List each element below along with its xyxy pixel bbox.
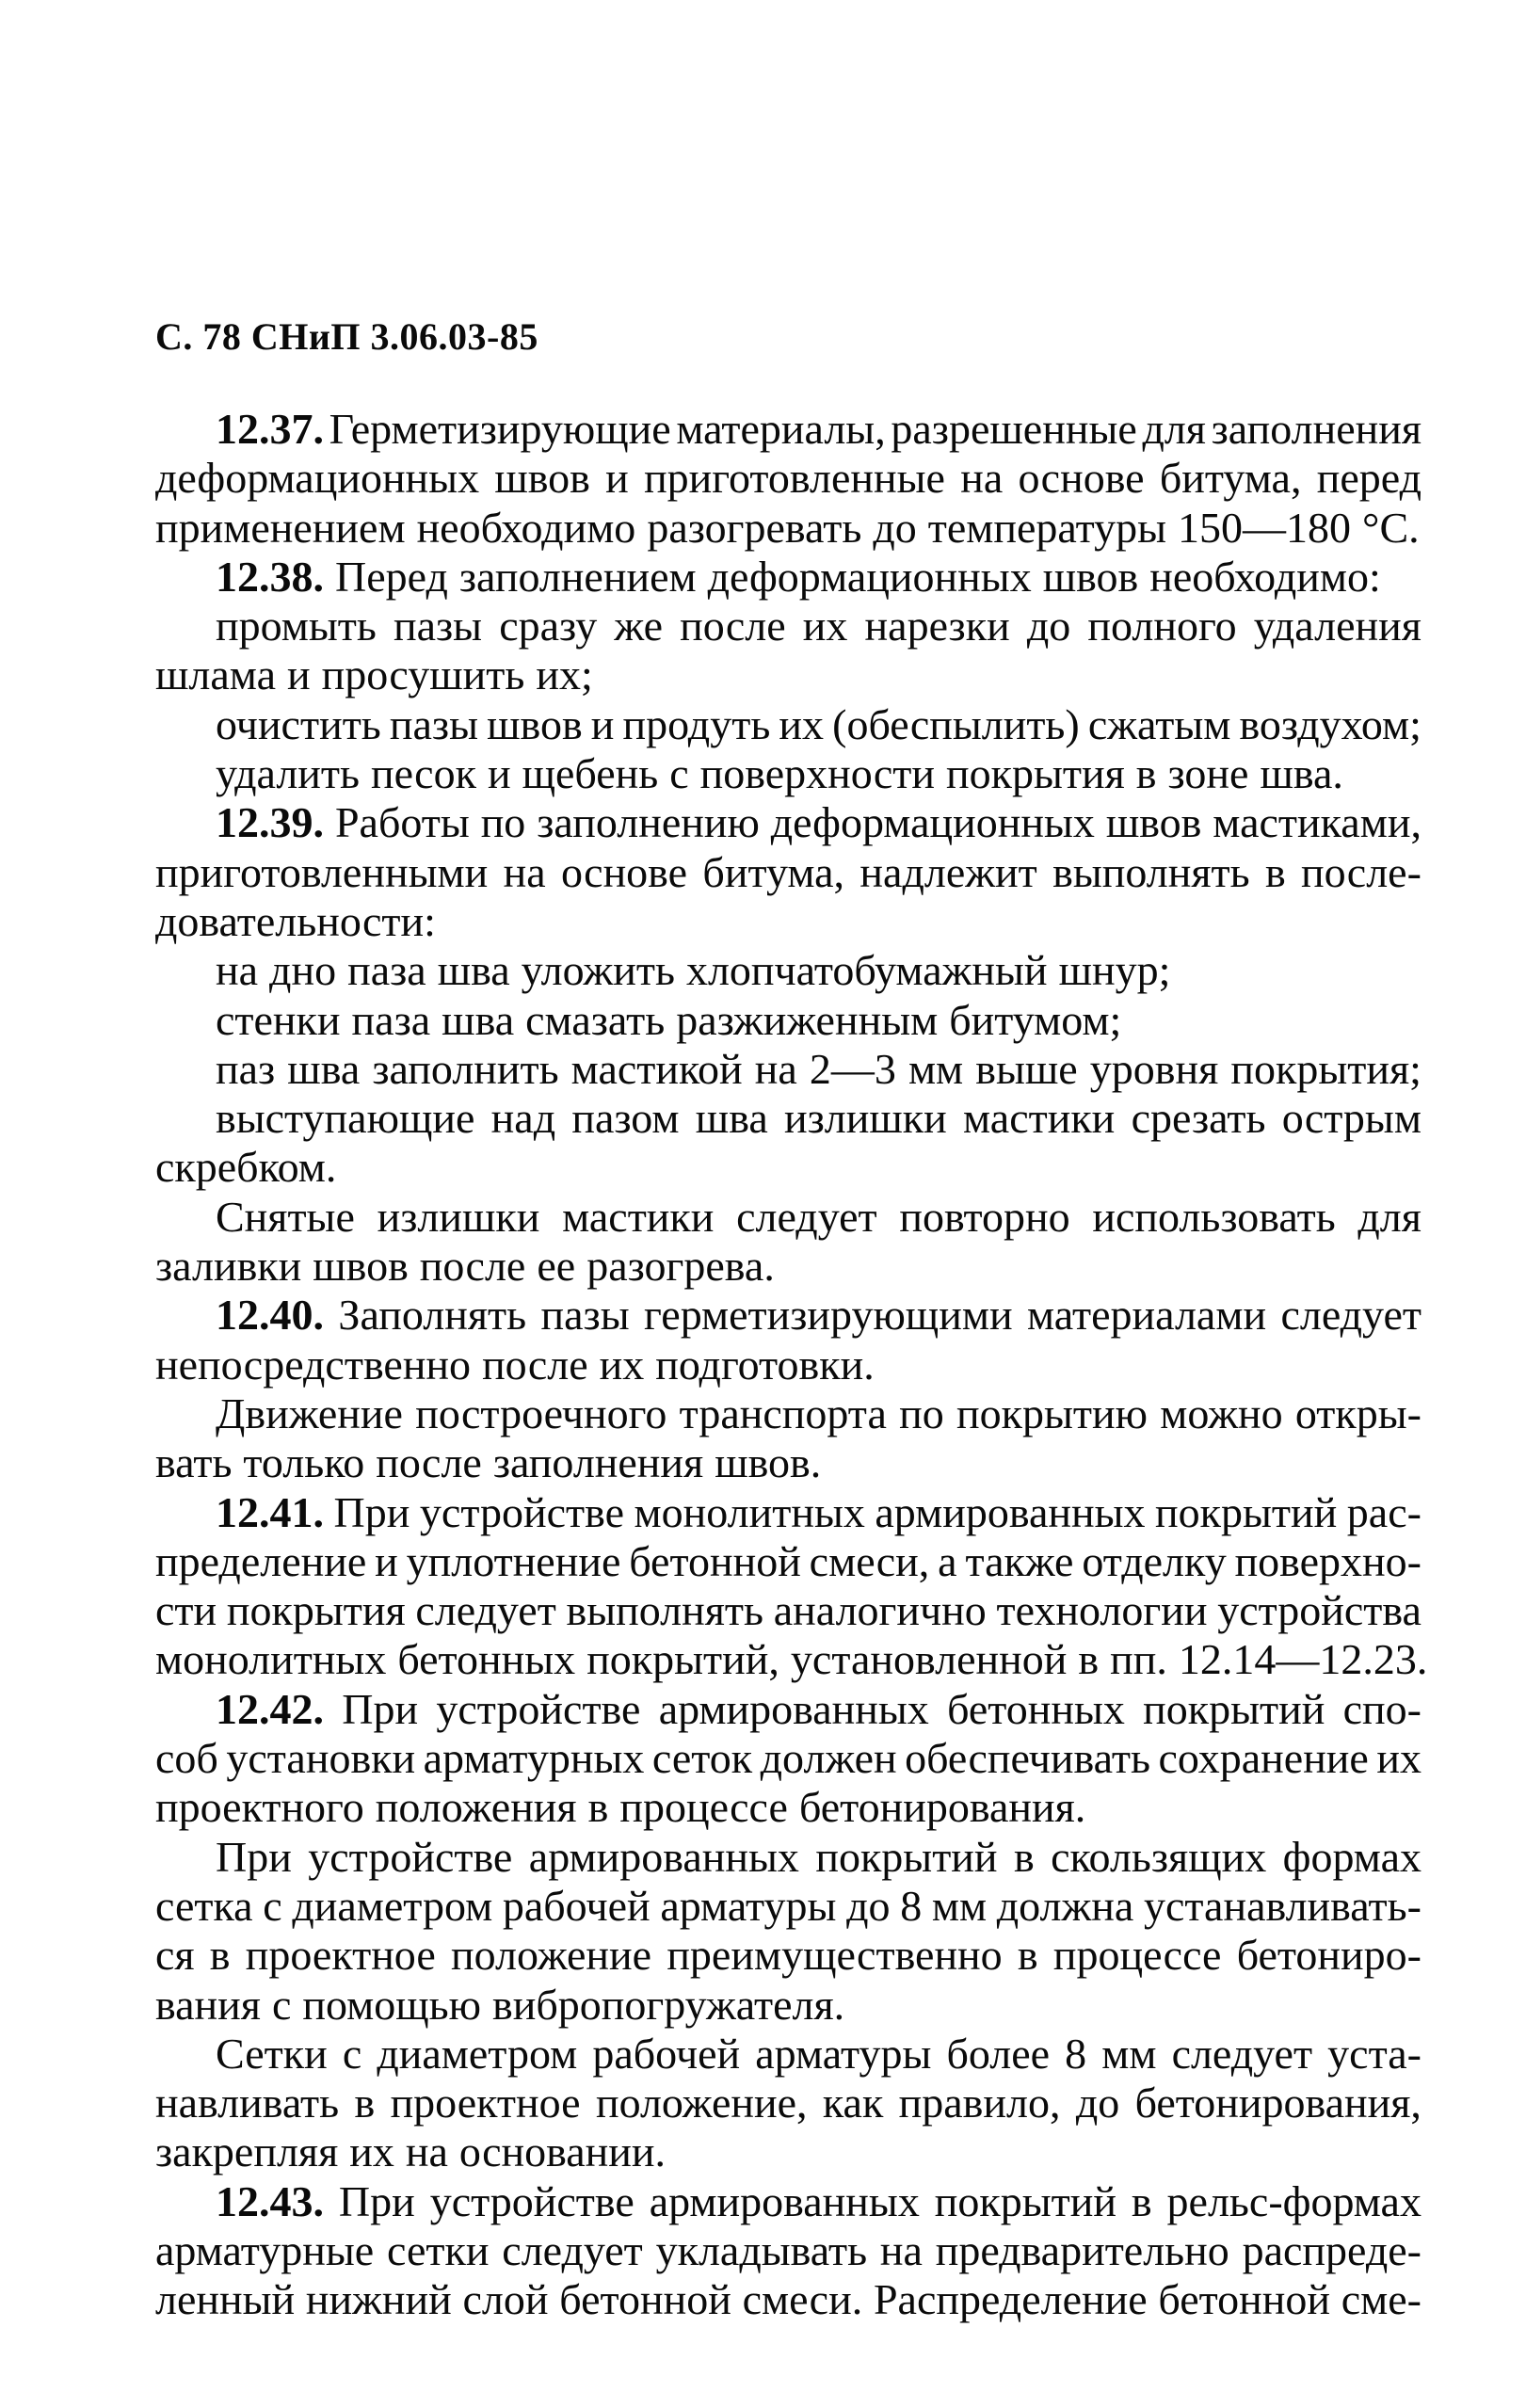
clause-number: 12.39. (216, 798, 324, 847)
text-line: арматурные сетки следует укладывать на предварительно распреде- (155, 2225, 1422, 2274)
text-line: заливки швов после ее разогрева. (155, 1242, 775, 1291)
text-line: ленный нижний слой бетонной смеси. Распределение бетонной сме- (155, 2275, 1422, 2324)
text-line: приготовленными на основе битума, надлежит выполнять в после- (155, 847, 1422, 896)
text-line: сетка с диаметром рабочей арматуры до 8 мм должна устанавливать- (155, 1881, 1422, 1930)
text-line: проектного положения в процессе бетонирования. (155, 1783, 1086, 1832)
clause-number: 12.43. (216, 2176, 324, 2225)
text-line: соб установки арматурных сеток должен обеспечивать сохранение их (155, 1734, 1422, 1783)
clause-number: 12.40. (216, 1291, 324, 1340)
clause-number: 12.37. (216, 405, 324, 453)
text-line: шлама и просушить их; (155, 650, 593, 699)
text-line: Движение построечного транспорта по покрытию можно откры- (216, 1389, 1422, 1437)
text-line: сти покрытия следует выполнять аналогично технологии устройства (155, 1586, 1422, 1635)
text-line: стенки паза шва смазать разжиженным битумом; (216, 995, 1122, 1044)
text-line: Сетки с диаметром рабочей арматуры более 8 мм следует уста- (216, 2029, 1422, 2078)
text-line: скребком. (155, 1143, 337, 1192)
document-body (155, 405, 1428, 2325)
text-line: 12.43. При устройстве армированных покрытий в рельс-формах (216, 2176, 1422, 2225)
text-line: При устройстве армированных покрытий в скользящих формах (216, 1832, 1422, 1881)
text-line: промыть пазы сразу же после их нарезки до полного удаления (216, 602, 1422, 650)
text-line: очистить пазы швов и продуть их (обеспылить) сжатым воздухом; (216, 699, 1422, 748)
text-line: применением необходимо разогревать до температуры 150—180 °С. (155, 503, 1420, 552)
text-line: выступающие над пазом шва излишки мастики срезать острым (216, 1094, 1422, 1143)
text-line: монолитных бетонных покрытий, установленной в пп. 12.14—12.23. (155, 1635, 1428, 1684)
text-line: Снятые излишки мастики следует повторно использовать для (216, 1192, 1422, 1241)
text-line: 12.38. Перед заполнением деформационных швов необходимо: (216, 552, 1381, 601)
text-line: довательности: (155, 896, 436, 945)
text-line: навливать в проектное положение, как правило, до бетонирования, (155, 2079, 1422, 2127)
text-line: ся в проектное положение преимущественно в процессе бетониро- (155, 1931, 1422, 1980)
text-line: пределение и уплотнение бетонной смеси, а также отделку поверхно- (155, 1536, 1422, 1585)
text-line: деформационных швов и приготовленные на основе битума, перед (155, 454, 1422, 503)
text-line: 12.39. Работы по заполнению деформационных швов мастиками, (216, 798, 1422, 847)
text-line: 12.37. Герметизирующие материалы, разрешенные для заполнения (216, 405, 1422, 453)
clause-number: 12.41. (216, 1487, 324, 1536)
text-line: удалить песок и щебень с поверхности покрытия в зоне шва. (216, 749, 1343, 798)
page-header: С. 78 СНиП 3.06.03-85 (155, 315, 538, 358)
text-line: вать только после заполнения швов. (155, 1438, 822, 1487)
text-line: вания с помощью вибропогружателя. (155, 1980, 845, 2029)
text-line: непосредственно после их подготовки. (155, 1340, 875, 1389)
text-line: закрепляя их на основании. (155, 2127, 666, 2176)
text-line: на дно паза шва уложить хлопчатобумажный шнур; (216, 946, 1171, 995)
text-line: 12.41. При устройстве монолитных армированных покрытий рас- (216, 1487, 1422, 1536)
text-line: 12.40. Заполнять пазы герметизирующими материалами следует (216, 1291, 1422, 1340)
clause-number: 12.42. (216, 1684, 324, 1733)
text-line: паз шва заполнить мастикой на 2—3 мм выше уровня покрытия; (216, 1044, 1422, 1093)
clause-number: 12.38. (216, 552, 324, 601)
text-line: 12.42. При устройстве армированных бетонных покрытий спо- (216, 1684, 1422, 1733)
